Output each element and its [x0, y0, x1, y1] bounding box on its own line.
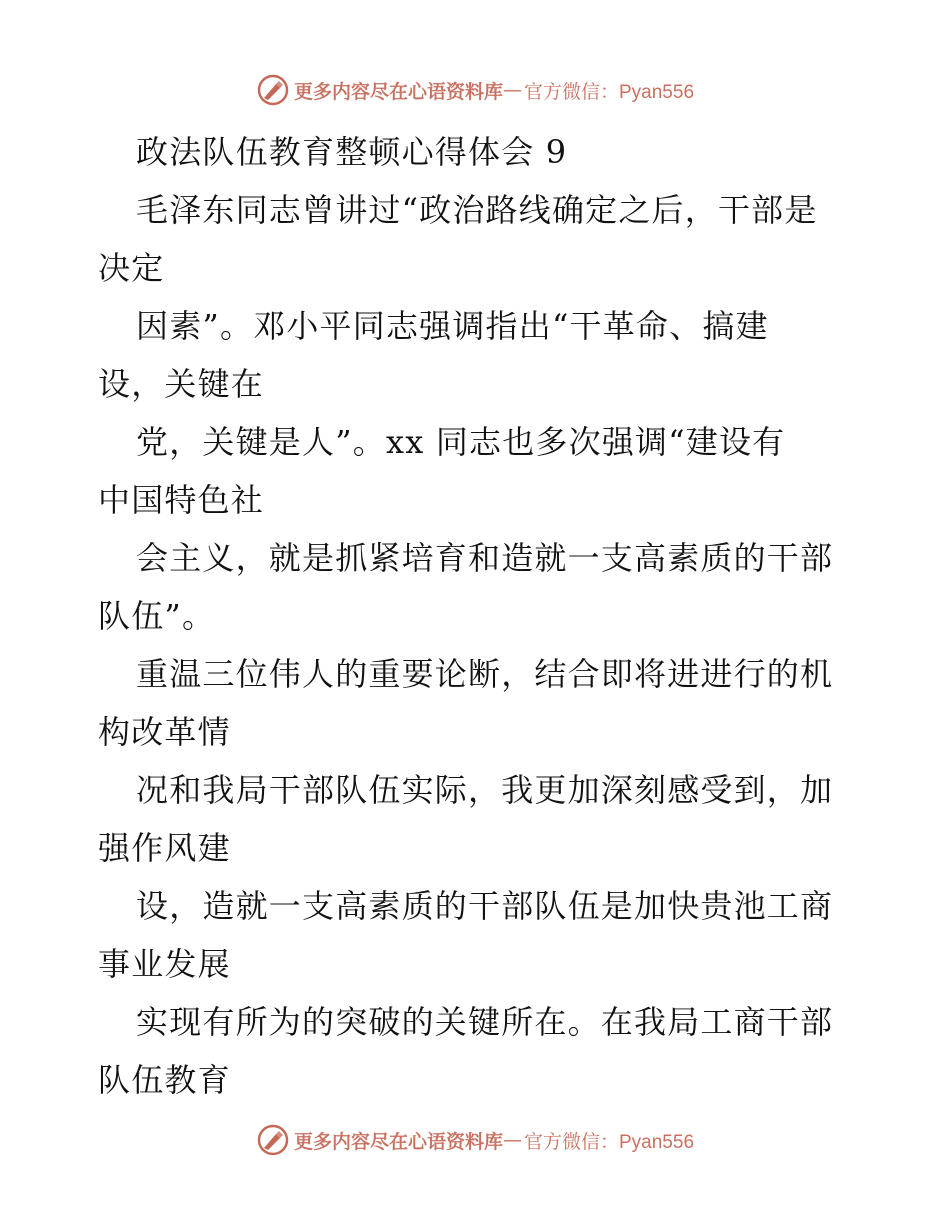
text-line: 毛泽东同志曾讲过“政治路线确定之后，干部是: [136, 191, 818, 229]
watermark-text: 更多内容尽在心语资料库: [293, 80, 503, 103]
text-line: 设，造就一支高素质的干部队伍是加快贵池工商: [136, 887, 834, 925]
watermark-text: 更多内容尽在心语资料库: [293, 1130, 503, 1153]
text-line: 中国特色社: [98, 481, 265, 519]
text-line: 党，关键是人”。xx 同志也多次强调“建设有: [136, 423, 786, 461]
text-line: 政法队伍教育整顿心得体会 9: [136, 133, 568, 171]
text-line: 决定: [98, 249, 165, 287]
text-line: 实现有所为的突破的关键所在。在我局工商干部: [136, 1003, 834, 1041]
watermark-separator: —: [503, 1129, 522, 1151]
pen-logo-icon: [256, 1123, 290, 1157]
text-line: 重温三位伟人的重要论断，结合即将进进行的机: [136, 655, 834, 693]
text-line: 会主义，就是抓紧培育和造就一支高素质的干部: [136, 539, 834, 577]
text-line: 设，关键在: [98, 365, 265, 403]
watermark-contact: 官方微信：Pyan556: [524, 1131, 695, 1153]
text-line: 因素”。邓小平同志强调指出“干革命、搞建: [136, 307, 769, 345]
pen-logo-icon: [256, 73, 290, 107]
text-line: 事业发展: [98, 945, 231, 983]
text-line: 强作风建: [98, 829, 231, 867]
header-watermark: [0, 70, 950, 110]
text-line: 队伍”。: [98, 597, 216, 635]
document-body: [98, 123, 858, 1109]
text-line: 况和我局干部队伍实际，我更加深刻感受到，加: [136, 771, 834, 809]
footer-watermark: [0, 1120, 950, 1160]
watermark-separator: —: [503, 79, 522, 101]
text-line: 队伍教育: [98, 1061, 231, 1099]
text-line: 构改革情: [98, 713, 231, 751]
watermark-contact: 官方微信：Pyan556: [524, 81, 695, 103]
